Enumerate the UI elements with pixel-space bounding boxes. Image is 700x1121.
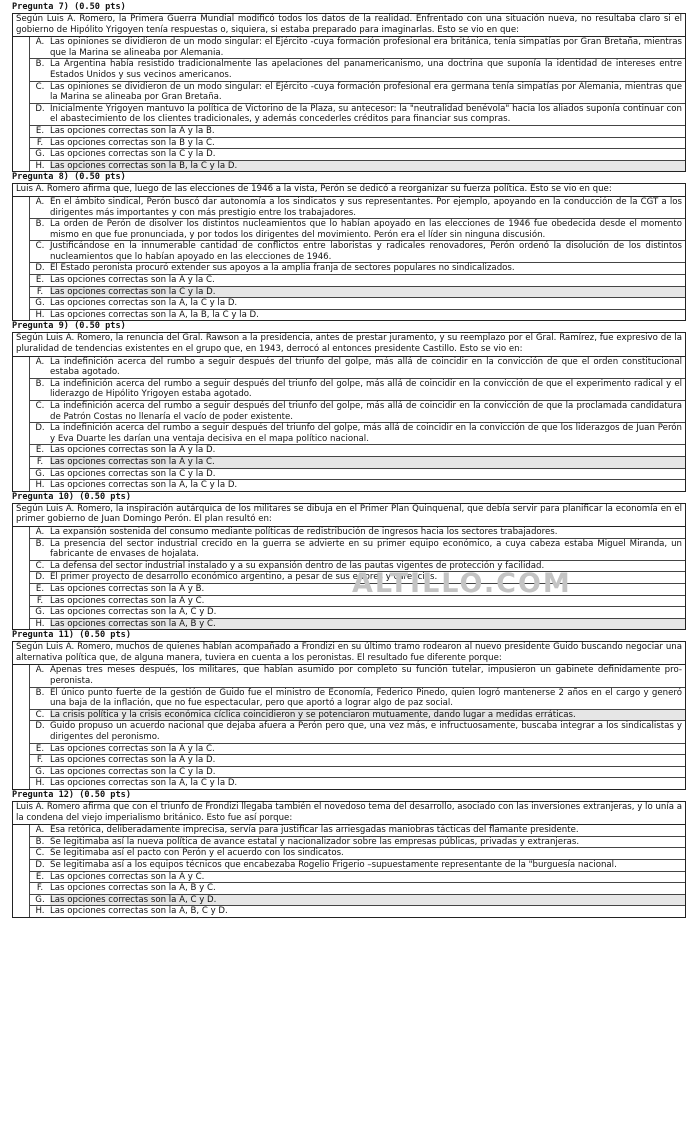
- option-text: La indefinición acerca del rumbo a seguir después del triunfo del golpe, más allá de coincidir en la convicción de que los liderazgos de Juan Perón y Eva Duarte les darían una ventaja decisiva en el mapa político nacional.: [50, 423, 682, 444]
- option-text: Las opciones correctas son la A, B, C y D.: [50, 906, 228, 917]
- option-text: Las opciones correctas son la A, B y C.: [50, 619, 685, 630]
- option-text: El Estado peronista procuró extender sus apoyos a la amplia franja de sectores populares no sindicalizados.: [50, 263, 515, 274]
- option-letter: E.: [35, 445, 45, 456]
- answer-option[interactable]: [29, 744, 685, 756]
- option-letter: H.: [35, 618, 45, 629]
- answer-option[interactable]: [29, 401, 685, 423]
- option-letter: B.: [35, 687, 45, 698]
- answer-option[interactable]: [29, 848, 685, 860]
- question-box: [12, 183, 686, 321]
- option-letter: D.: [35, 721, 45, 732]
- answer-option[interactable]: [29, 241, 685, 263]
- question-stem: Según Luis A. Romero, la Primera Guerra Mundial modificó todos los datos de la realidad. Enfrentado con una situación nueva, no resultaba claro si el gobierno de Hipólito Yrigoyen tenía respuestas o, siquiera, si estaba preparado para imaginarlas. Esto se vio en que:: [13, 14, 685, 37]
- option-letter: D.: [35, 263, 45, 274]
- option-letter: F.: [36, 456, 44, 467]
- option-letter: C.: [35, 81, 45, 92]
- answer-option[interactable]: [29, 423, 685, 445]
- option-text: La expansión sostenida del consumo mediante políticas de redistribución de ingresos hacia los sectores trabajadores.: [50, 526, 558, 537]
- option-letter: D.: [35, 572, 45, 583]
- question-section: [12, 2, 686, 172]
- option-letter: C.: [35, 560, 45, 571]
- option-letter: A.: [35, 665, 45, 676]
- option-text: Las opciones correctas son la A y la C.: [50, 743, 215, 754]
- option-text: Las opciones correctas son la A y B.: [50, 583, 205, 594]
- option-letter: G.: [35, 894, 45, 905]
- option-text: La indefinición acerca del rumbo a seguir después del triunfo del golpe, más allá de coincidir en la convicción de que la proclamada candidatura de Patrón Costas no llenaría el vacío de poder existente.: [50, 401, 682, 422]
- option-text: Las opciones correctas son la A, la C y la D.: [50, 778, 238, 789]
- option-letter: C.: [35, 848, 45, 859]
- answer-option[interactable]: [29, 895, 685, 907]
- option-letter: E.: [35, 743, 45, 754]
- option-text: Justificándose en la innumerable cantidad de conflictos entre laboristas y radicales renovadores, Perón ordenó la disolución de los distintos nucleamientos que lo habían apoyado en las elecciones de 1946.: [50, 241, 682, 262]
- option-text: Apenas tres meses después, los militares, que habían asumido por completo su función tutelar, impusieron un gabinete definidamente pro-peronista.: [50, 665, 682, 687]
- option-text: Las opciones correctas son la B y la C.: [50, 137, 215, 148]
- answer-option[interactable]: [29, 445, 685, 457]
- option-letter: B.: [35, 59, 45, 70]
- option-letter: A.: [35, 356, 45, 367]
- answer-option[interactable]: [29, 906, 685, 917]
- answer-option[interactable]: [29, 275, 685, 287]
- option-text: La defensa del sector industrial instalado y a su expansión dentro de las pautas vigentes de protección y facilidad.: [50, 560, 545, 571]
- option-text: Se legitimaba así el pacto con Perón y el acuerdo con los sindicatos.: [50, 848, 344, 859]
- option-letter: G.: [35, 149, 45, 160]
- question-section: [12, 321, 686, 491]
- option-text: La indefinición acerca del rumbo a seguir después del triunfo del golpe, más allá de coincidir en la convicción de que el orden constitucional estaba agotado.: [50, 356, 682, 378]
- answer-option[interactable]: [29, 59, 685, 81]
- option-text: Las opciones correctas son la A y la C.: [50, 457, 685, 468]
- option-text: Las opciones correctas son la A, C y D.: [50, 607, 217, 618]
- option-letter: D.: [35, 423, 45, 434]
- option-text: Guido propuso un acuerdo nacional que dejaba afuera a Perón pero que, una vez más, e infructuosamente, buscaba integrar a los sindicalistas y dirigentes del peronismo.: [50, 721, 682, 743]
- option-letter: B.: [35, 538, 45, 549]
- option-letter: C.: [35, 709, 45, 720]
- option-text: Esa retórica, deliberadamente imprecisa, servía para justificar las arriesgadas maniobras tácticas del flamante presidente.: [50, 825, 579, 836]
- answer-option[interactable]: [29, 149, 685, 161]
- option-text: La orden de Perón de disolver los distintos nucleamientos que lo habían apoyado en las elecciones de 1946 fue obedecida desde el momento mismo en que fue pronunciada, y por todos los dirigentes del movimiento. Perón era el líder sin ninguna discusión.: [50, 219, 682, 240]
- question-stem: Según Luis A. Romero, la renuncia del Gral. Rawson a la presidencia, antes de prestar juramento, y su reemplazo por el Gral. Ramírez, fue expresivo de la pluralidad de tendencias existentes en el grupo que, en 1943, derrocó al entonces presidente Castillo. Esto se vio en:: [13, 333, 685, 356]
- answer-option[interactable]: [29, 721, 685, 743]
- question-header: Pregunta 10) (0.50 pts): [12, 491, 131, 502]
- option-letter: F.: [36, 883, 44, 894]
- question-header: Pregunta 12) (0.50 pts): [12, 790, 131, 800]
- option-letter: H.: [35, 778, 45, 789]
- answer-option[interactable]: [29, 161, 685, 172]
- question-section: [12, 630, 686, 790]
- option-text: La presencia del sector industrial crecido en la guerra se advierte en su primer equipo económico, a cuya cabeza estaba Miguel Miranda, un fabricante de envases de hojalata.: [50, 538, 682, 560]
- option-text: Las opciones correctas son la A y C.: [50, 595, 205, 606]
- option-text: Las opciones correctas son la C y la D.: [50, 287, 685, 298]
- answer-option[interactable]: [29, 527, 685, 539]
- option-text: Las opciones correctas son la A y la C.: [50, 275, 215, 286]
- option-text: Las opciones correctas son la A, B y C.: [50, 883, 216, 894]
- answer-option[interactable]: [29, 607, 685, 619]
- question-box: [12, 641, 686, 790]
- question-box: [12, 503, 686, 631]
- question-stem: Según Luis A. Romero, muchos de quienes habían acompañado a Frondizi en su último tramo rodearon al nuevo presidente Guido buscando negociar una alternativa política que, de alguna manera, tuviera en cuenta a los peronistas. El resultado fue diferente porque:: [13, 642, 685, 665]
- option-text: Las opciones correctas son la C y la D.: [50, 149, 216, 160]
- question-stem: Luis A. Romero afirma que con el triunfo de Frondizi llegaba también el novedoso tema del desarrollo, asociado con las inversiones extranjeras, y lo unía a la condena del viejo imperialismo británico. Esto fue así porque:: [13, 802, 685, 825]
- answer-option[interactable]: [29, 263, 685, 275]
- option-letter: D.: [35, 103, 45, 114]
- option-text: El único punto fuerte de la gestión de Guido fue el ministro de Economía, Federico Pinedo, quien logró mantenerse 2 años en el cargo y generó una baja de la inflación, que no fue espectacular, pero que aportó a lograr algo de paz social.: [50, 687, 682, 709]
- option-letter: E.: [35, 275, 45, 286]
- question-stem: Luis A. Romero afirma que, luego de las elecciones de 1946 a la vista, Perón se dedicó a reorganizar su fuerza política. Esto se vio en que:: [13, 184, 685, 197]
- question-header: Pregunta 8) (0.50 pts): [12, 172, 126, 183]
- question-section: [12, 790, 686, 918]
- option-letter: C.: [35, 401, 45, 411]
- option-letter: C.: [35, 241, 45, 252]
- answer-option[interactable]: [29, 298, 685, 310]
- watermark: ALTILLO.COM: [352, 568, 572, 599]
- option-text: Las opciones correctas son la A, la C y la D.: [50, 480, 238, 491]
- option-text: Las opiniones se dividieron de un modo singular: el Ejército -cuya formación profesional era germana tenía simpatías por Alemania, mientras que la Marina se alineaba por Gran Bretaña.: [50, 81, 682, 103]
- option-letter: A.: [35, 196, 45, 207]
- answer-option[interactable]: [29, 357, 685, 379]
- answer-option[interactable]: [29, 778, 685, 789]
- option-letter: G.: [35, 468, 45, 479]
- option-letter: F.: [36, 137, 44, 148]
- option-text: El primer proyecto de desarrollo económico argentino, a pesar de sus errores y carencias.: [50, 572, 438, 583]
- answer-option[interactable]: [29, 872, 685, 884]
- answer-option[interactable]: [29, 219, 685, 241]
- question-box: [12, 13, 686, 172]
- question-header: Pregunta 11) (0.50 pts): [12, 630, 131, 641]
- option-text: Las opciones correctas son la C y la D.: [50, 766, 216, 777]
- option-letter: E.: [35, 583, 45, 594]
- answer-option[interactable]: [29, 82, 685, 104]
- answer-option[interactable]: [29, 767, 685, 779]
- option-text: Las opciones correctas son la A, la B, la C y la D.: [50, 309, 259, 320]
- question-stem: Según Luis A. Romero, la inspiración autárquica de los militares se dibuja en el Primer Plan Quinquenal, que debía servir para planificar la economía en el primer gobierno de Juan Domingo Perón. El plan resultó en:: [13, 504, 685, 527]
- question-section: [12, 172, 686, 321]
- option-letter: H.: [35, 309, 45, 320]
- answer-option[interactable]: [29, 480, 685, 491]
- answer-option[interactable]: [29, 469, 685, 481]
- question-box: [12, 332, 686, 491]
- option-text: La indefinición acerca del rumbo a seguir después del triunfo del golpe, más allá de coincidir en la convicción de que el experimento radical y el liderazgo de Hipólito Yrigoyen estaba agotado.: [50, 378, 682, 400]
- answer-option[interactable]: [29, 860, 685, 872]
- answer-option[interactable]: [29, 310, 685, 321]
- option-text: Las opciones correctas son la A, C y D.: [50, 895, 685, 906]
- option-text: Las opiniones se dividieron de un modo singular: el Ejército -cuya formación profesional era británica, tenía simpatías por Gran Bretaña, mientras que la Marina se alineaba por Alemania.: [50, 37, 682, 58]
- answer-option[interactable]: [29, 539, 685, 561]
- option-text: Las opciones correctas son la A, la C y la D.: [50, 298, 238, 309]
- option-letter: F.: [36, 595, 44, 606]
- option-letter: D.: [35, 859, 45, 870]
- answer-option[interactable]: [29, 197, 685, 219]
- answer-option[interactable]: [29, 755, 685, 767]
- option-text: La crisis política y la crisis económica cíclica coincidieron y se potenciaron mutuamente, dando lugar a medidas erráticas.: [50, 710, 685, 721]
- answer-option[interactable]: [29, 379, 685, 401]
- option-letter: G.: [35, 607, 45, 618]
- option-text: Las opciones correctas son la A y la D.: [50, 445, 216, 456]
- answer-option[interactable]: [29, 37, 685, 59]
- option-letter: B.: [35, 219, 45, 230]
- option-text: Las opciones correctas son la A y C.: [50, 871, 205, 882]
- option-letter: A.: [35, 37, 45, 48]
- answer-option[interactable]: [29, 138, 685, 150]
- option-text: En el ámbito sindical, Perón buscó dar autonomía a los sindicatos y sus representantes. Por ejemplo, apoyando en la conducción de la CGT a los dirigentes más importantes y con más prestigio entre los trabajadores.: [50, 196, 682, 218]
- option-letter: F.: [36, 755, 44, 766]
- option-text: Las opciones correctas son la B, la C y la D.: [50, 161, 685, 172]
- option-letter: H.: [35, 160, 45, 171]
- option-letter: E.: [35, 125, 45, 136]
- answer-option[interactable]: [29, 825, 685, 837]
- option-letter: B.: [35, 378, 45, 389]
- question-header: Pregunta 9) (0.50 pts): [12, 321, 126, 332]
- option-text: Las opciones correctas son la A y la D.: [50, 755, 216, 766]
- option-text: Las opciones correctas son la C y la D.: [50, 468, 216, 479]
- answer-option[interactable]: [29, 710, 685, 722]
- answer-option[interactable]: [29, 457, 685, 469]
- answer-option[interactable]: [29, 104, 685, 126]
- answer-option[interactable]: [29, 126, 685, 138]
- answer-option[interactable]: [29, 883, 685, 895]
- option-text: Se legitimaba así la nueva política de avance estatal y nacionalizador sobre las empresas públicas, privadas y extranjeras.: [50, 836, 580, 847]
- option-letter: A.: [35, 526, 45, 537]
- option-letter: H.: [35, 906, 45, 917]
- option-letter: E.: [35, 871, 45, 882]
- option-letter: G.: [35, 766, 45, 777]
- answer-option[interactable]: [29, 837, 685, 849]
- option-letter: G.: [35, 298, 45, 309]
- answer-option[interactable]: [29, 619, 685, 630]
- question-box: [12, 801, 686, 918]
- question-section: [12, 492, 686, 631]
- option-letter: F.: [36, 286, 44, 297]
- answer-option[interactable]: [29, 287, 685, 299]
- option-text: Se legitimaba así a los equipos técnicos que encabezaba Rogelio Frigerio –supuestamente representante de la "burguesía nacional.: [50, 859, 617, 870]
- option-text: Inicialmente Yrigoyen mantuvo la política de Victorino de la Plaza, su antecesor: la "neutralidad benévola" hacia los aliados suponía continuar con el abastecimiento de los clientes tradicionales, y además concederles créditos para financiar sus compras.: [50, 103, 682, 125]
- question-header: Pregunta 7) (0.50 pts): [12, 2, 126, 12]
- option-text: La Argentina había resistido tradicionalmente las apelaciones del panamericanismo, una doctrina que suponía la identidad de intereses entre Estados Unidos y sus vecinos americanos.: [50, 59, 682, 80]
- option-letter: B.: [35, 836, 45, 847]
- option-letter: A.: [35, 825, 45, 836]
- answer-option[interactable]: [29, 688, 685, 710]
- answer-option[interactable]: [29, 665, 685, 687]
- option-text: Las opciones correctas son la A y la B.: [50, 125, 215, 136]
- option-letter: H.: [35, 480, 45, 491]
- exam-page: [12, 2, 686, 918]
